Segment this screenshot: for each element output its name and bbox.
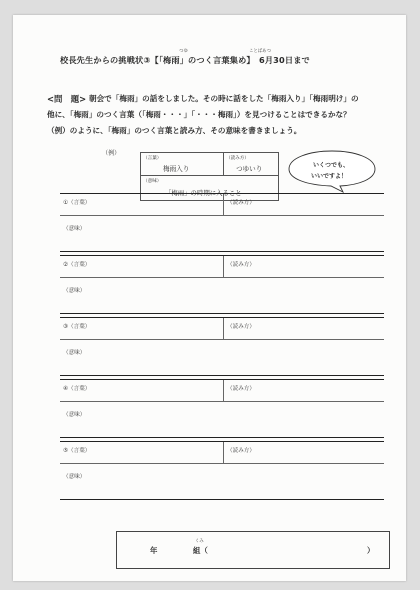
example-word: 梅雨入り: [163, 165, 190, 173]
entry-meaning-label: （意味）: [63, 412, 86, 418]
bubble-line-1: いくつでも、: [313, 162, 350, 169]
speech-bubble: [285, 149, 379, 193]
entry-block-5: [60, 441, 384, 500]
name-box[interactable]: [116, 531, 390, 569]
entry-meaning-label: （意味）: [63, 288, 86, 294]
entry-block-2: [60, 255, 384, 314]
example-meaning: 「梅雨」の時期に入ること: [165, 189, 242, 197]
entry-block-1: [60, 193, 384, 252]
example-reading-label: （読み方）: [226, 156, 249, 161]
entry-word-label: ⑤（言葉）: [63, 448, 91, 454]
bubble-line-2: いいですよ！: [311, 173, 348, 180]
example-reading-cell: [224, 153, 278, 176]
title-ruby-kotobaatsu: ことばあつ: [249, 49, 271, 54]
problem-line-2: 他に、「梅雨」のつく言葉（「梅雨・・・」「・・・梅雨」）を見つけることはできるかな？: [47, 110, 351, 119]
divider: [60, 463, 384, 464]
divider: [60, 339, 384, 340]
divider: [223, 318, 224, 339]
page-title: 校長先生からの挑戦状③【「梅雨」のつく言葉集め】 6月30日まで: [60, 55, 310, 65]
divider: [223, 194, 224, 215]
entry-reading-label: （読み方）: [227, 324, 255, 330]
entry-word-label: ③（言葉）: [63, 324, 91, 330]
title-ruby-tsuyu: つゆ: [179, 49, 188, 54]
example-word-label: （言葉）: [143, 156, 162, 161]
entry-reading-label: （読み方）: [227, 386, 255, 392]
entry-reading-label: （読み方）: [227, 262, 255, 268]
problem-label: <問 題>: [47, 94, 87, 104]
entry-meaning-label: （意味）: [63, 474, 86, 480]
worksheet-page: [13, 15, 406, 581]
entry-meaning-label: （意味）: [63, 226, 86, 232]
example-meaning-label: （意味）: [143, 179, 162, 184]
entry-word-label: ④（言葉）: [63, 386, 91, 392]
divider: [60, 277, 384, 278]
close-paren: ）: [367, 546, 375, 555]
entry-block-3: [60, 317, 384, 376]
entry-word-label: ①（言葉）: [63, 200, 91, 206]
example-label: （例）: [102, 150, 121, 157]
example-word-cell: [141, 153, 224, 176]
grade-label: 年: [150, 546, 158, 555]
divider: [223, 256, 224, 277]
problem-line-3: （例）のように、「梅雨」のつく言葉と読み方、その意味を書きましょう。: [47, 126, 302, 135]
divider: [60, 401, 384, 402]
divider: [60, 215, 384, 216]
divider: [223, 380, 224, 401]
entry-word-label: ②（言葉）: [63, 262, 91, 268]
entry-meaning-label: （意味）: [63, 350, 86, 356]
class-ruby: くみ: [195, 539, 204, 544]
entry-reading-label: （読み方）: [227, 200, 255, 206]
entry-block-4: [60, 379, 384, 438]
divider: [223, 442, 224, 463]
example-reading: つゆいり: [236, 165, 263, 173]
class-label: 組（: [193, 546, 208, 555]
problem-line-1: 朝会で「梅雨」の話をしました。その時に話をした「梅雨入り」「梅雨明け」の: [89, 94, 359, 103]
entry-reading-label: （読み方）: [227, 448, 255, 454]
